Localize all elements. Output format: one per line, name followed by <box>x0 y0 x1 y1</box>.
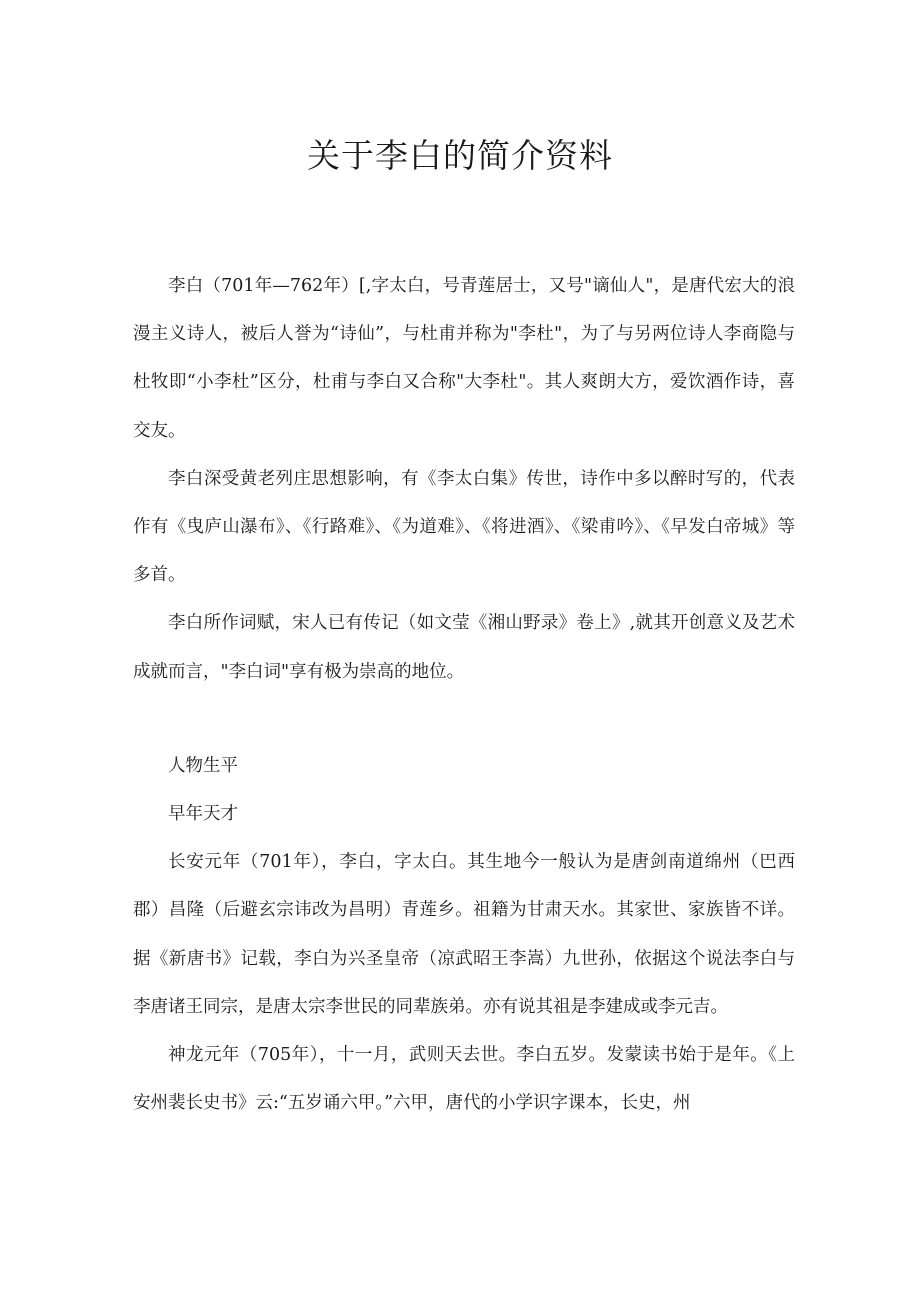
intro-paragraph-3: 李白所作词赋，宋人已有传记（如文莹《湘山野录》卷上》,就其开创意义及艺术成就而言，"李白词"享有极为崇高的地位。 <box>133 613 795 682</box>
section-heading: 人物生平 <box>168 755 238 776</box>
document-body <box>133 262 795 1127</box>
subsection-heading: 早年天才 <box>168 804 238 825</box>
body-paragraph-2: 神龙元年（705年），十一月，武则天去世。李白五岁。发蒙读书始于是年。《上安州裴长史书》云:“五岁诵六甲。”六甲，唐代的小学识字课本，长史，州 <box>133 1045 795 1114</box>
intro-paragraph-2: 李白深受黄老列庄思想影响，有《李太白集》传世，诗作中多以醉时写的，代表作有《曳庐山瀑布》、《行路难》、《为道难》、《将进酒》、《梁甫吟》、《早发白帝城》等多首。 <box>133 468 795 586</box>
body-paragraph-1: 长安元年（701年），李白，字太白。其生地今一般认为是唐剑南道绵州（巴西郡）昌隆（后避玄宗讳改为昌明）青莲乡。祖籍为甘肃天水。其家世、家族皆不详。据《新唐书》记载，李白为兴圣皇帝（凉武昭王李嵩）九世孙，依据这个说法李白与李唐诸王同宗，是唐太宗李世民的同辈族弟。亦有说其祖是李建成或李元吉。 <box>133 852 795 1017</box>
document-title: 关于李白的简介资料 <box>307 136 613 175</box>
section-spacer <box>133 696 795 742</box>
intro-paragraph-1: 李白（701年—762年）[,字太白，号青莲居士，又号"谪仙人"，是唐代宏大的浪漫主义诗人，被后人誉为“诗仙”，与杜甫并称为"李杜"，为了与另两位诗人李商隐与杜牧即“小李杜”区分，杜甫与李白又合称"大李杜"。其人爽朗大方，爱饮酒作诗，喜交友。 <box>133 276 795 441</box>
